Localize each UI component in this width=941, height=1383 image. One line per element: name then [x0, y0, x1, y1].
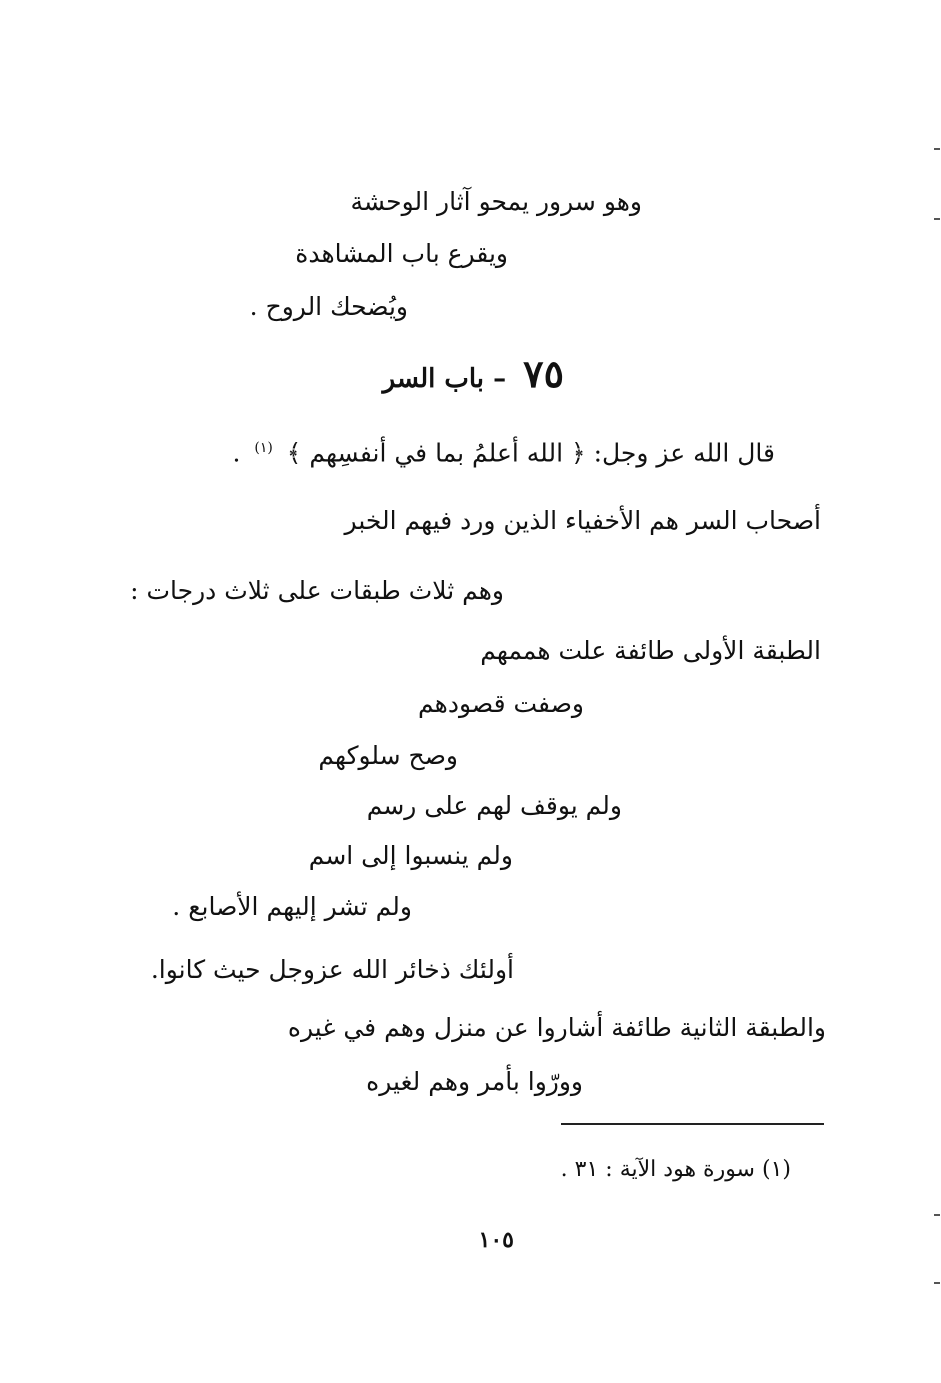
text-line-4: أصحاب السر هم الأخفياء الذين ورد فيهم الخبر [344, 506, 821, 535]
text-line-11: ولم تشر إليهم الأصابع . [172, 892, 412, 921]
text-line-6: الطبقة الأولى طائفة علت هممهم [480, 636, 821, 665]
text-line-3: ويُضحك الروح . [249, 292, 408, 321]
footnote-text: (١) سورة هود الآية : ٣١ . [560, 1157, 791, 1182]
chapter-number: ٧٥ [523, 351, 564, 396]
quran-verse-line [232, 430, 775, 471]
edge-scan-mark [934, 148, 940, 150]
edge-scan-mark [934, 1282, 940, 1284]
verse-close-bracket: ﴾ [286, 438, 302, 468]
text-line-10: ولم ينسبوا إلى اسم [308, 841, 513, 870]
text-line-8: وصح سلوكهم [318, 741, 458, 770]
text-line-14: وورّوا بأمر وهم لغيره [366, 1067, 583, 1096]
text-line-1: وهو سرور يمحو آثار الوحشة [350, 187, 642, 216]
text-line-2: ويقرع باب المشاهدة [295, 239, 508, 268]
footnote-separator [561, 1123, 824, 1125]
page-number: ١٠٥ [478, 1227, 514, 1253]
footnote-marker: (١) [254, 440, 273, 456]
text-line-5: وهم ثلاث طبقات على ثلاث درجات : [130, 576, 504, 605]
verse-text: الله أعلمُ بما في أنفسِهم [309, 438, 564, 468]
verse-intro: قال الله عز وجل: [593, 438, 775, 468]
edge-scan-mark [934, 1214, 940, 1216]
chapter-heading [382, 351, 564, 397]
text-line-7: وصفت قصودهم [418, 689, 584, 718]
text-line-12: أولئك ذخائر الله عزوجل حيث كانوا. [150, 955, 514, 984]
chapter-dash: – [493, 364, 507, 394]
text-line-13: والطبقة الثانية طائفة أشاروا عن منزل وهم في غيره [287, 1013, 826, 1042]
chapter-title: باب السر [382, 364, 485, 394]
text-line-9: ولم يوقف لهم على رسم [366, 791, 622, 820]
verse-end: . [232, 438, 241, 468]
verse-open-bracket: ﴿ [570, 438, 586, 468]
edge-scan-mark [934, 218, 940, 220]
